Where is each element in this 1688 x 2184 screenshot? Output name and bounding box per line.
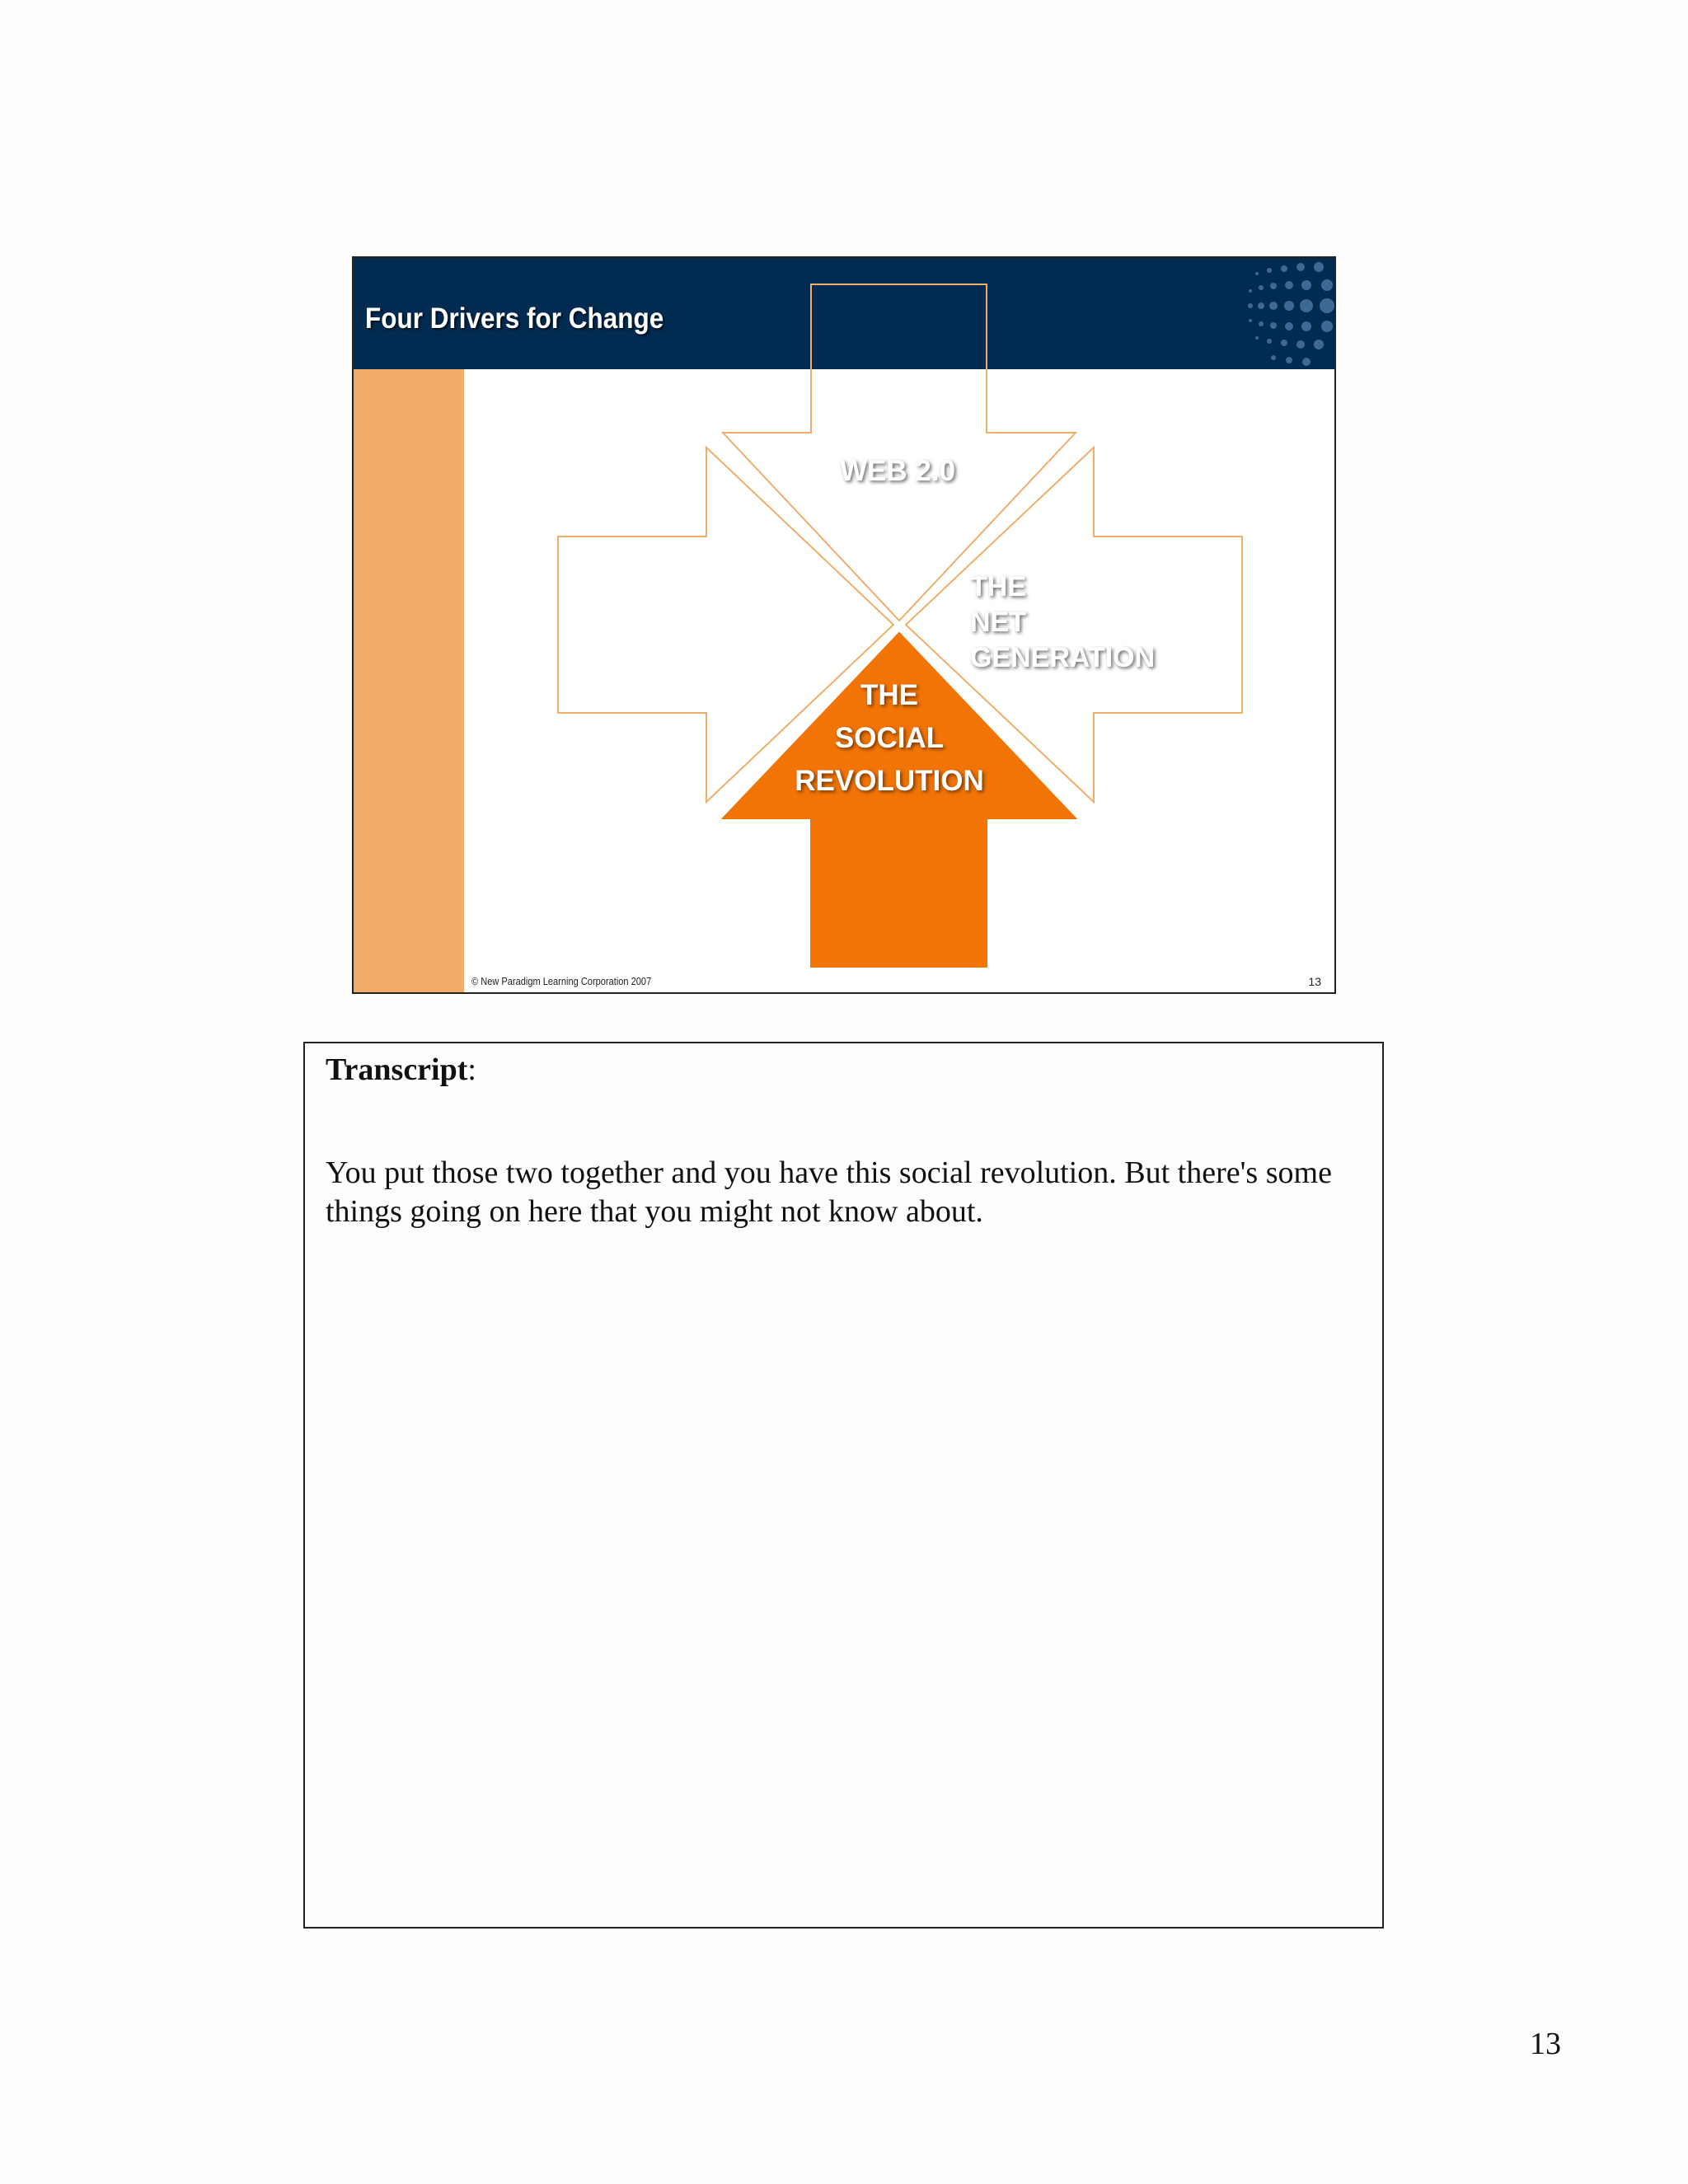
label-net-generation-line: GENERATION: [970, 642, 1156, 673]
slide: [352, 256, 1336, 994]
transcript-box: [303, 1042, 1384, 1929]
slide-number: 13: [1308, 975, 1321, 988]
slide-title: Four Drivers for Change: [365, 302, 664, 335]
four-arrows-diagram: [354, 258, 1336, 994]
label-social-revolution: [766, 674, 1013, 803]
decorative-dots-icon: [1211, 258, 1334, 369]
label-social-revolution-line: REVOLUTION: [795, 765, 984, 797]
label-social-revolution-line: THE: [860, 679, 918, 711]
transcript-text: You put those two together and you have this social revolution. But there's some things going on here that you might not know about.: [326, 1155, 1332, 1229]
label-net-generation-line: THE: [970, 571, 1026, 602]
label-web-2-0: WEB 2.0: [840, 455, 956, 487]
slide-copyright: © New Paradigm Learning Corporation 2007: [471, 975, 652, 987]
label-social-revolution-line: SOCIAL: [834, 722, 945, 754]
page-number: 13: [1530, 2027, 1561, 2061]
transcript-heading-label: Transcript: [326, 1052, 468, 1087]
transcript-heading: [326, 1052, 476, 1088]
label-net-generation: [970, 569, 1184, 676]
label-net-generation-line: NET: [970, 607, 1026, 638]
transcript-heading-colon: :: [467, 1052, 476, 1087]
